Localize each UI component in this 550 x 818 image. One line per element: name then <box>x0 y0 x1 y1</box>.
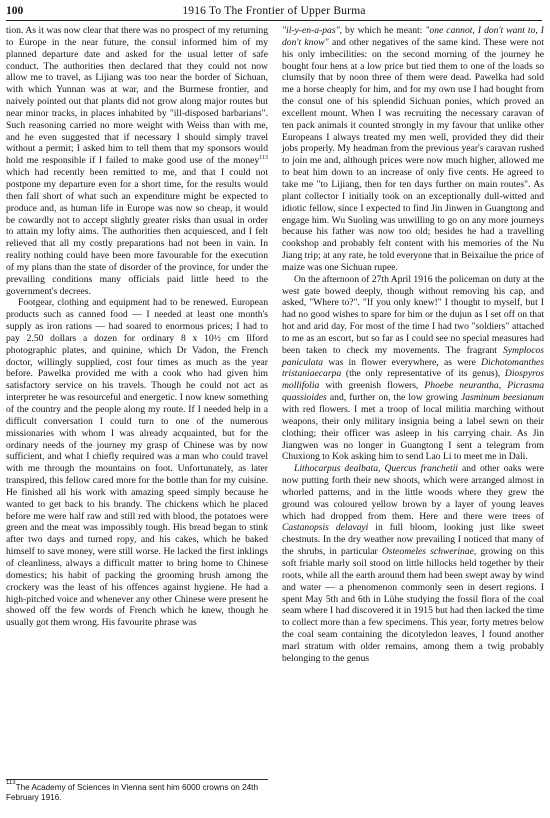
species-name: Lithocarpus dealbata, Quercus franchetii <box>294 463 458 475</box>
paragraph: Footgear, clothing and equipment had to be renewed. European products such as canned food — I needed at least one month's supply as iron rations — had soared to enormous prices; I had to pay 2.50 dollars a dozen for ordinary 8 x 10½ cm Ilford photographic plates, and quinine, which Dr Vadon, the French doctor, willingly supplied, cost four times as much as the year before. Pawelka provided me with a cook who had given him satisfactory service on his travels. Though he could not act as interpreter he was resourceful and energetic. I now knew something of the country and the people along my route. If I needed help in a difficult conversation I could turn to one of the numerous missionaries with whom I was already acquainted, but for the ordinary needs of the journey my grasp of Chinese was by now sufficient, and what I chiefly required was a man who could travel with me through the mountains on foot. Unfortunately, as later transpired, this fellow cared more for the bottle than for my cuisine. He finished all his work with amazing speed simply because he wanted to get back to his brandy. The chickens which he placed before me were half raw and still red with blood, the potatoes were green and the meat was impossibly tough. His bread began to stink after two days and turned ropy, and his cakes, which he baked himself to save money, were still worse. He lacked the first inklings of cleanliness, always a difficult matter to bring home to Chinese domestics; his habit of packing the grooming brush among the crockery was the least of his offences against hygiene. He had a high-pitched voice and whenever any other Chinese were present he showed off the few words of French which he knew, though he usually got them wrong. His favourite phrase was <box>6 297 268 629</box>
paragraph: tion. As it was now clear that there was no prospect of my returning to Europe in the near future, the consul informed him of my planned departure date and asked for the usual letter of safe conduct. The authorities then declared that they could not now allow me to travel, as Lijiang was too near the border of Sichuan, with which Yunnan was at war, and the Burmese frontier, and naively pointed out that plants did not grow along major routes but near minor tracks, in places inhabited by "ill-disposed barbarians". Such reasoning carried no more weight with Weiss than with me, and he even suggested that if necessary I should simply travel without a permit; I asked him to tell them that my sponsors would hold me responsible if I failed to make good use of the money$^{113}$ which had recently been remitted to me, and that I could not postpone my departure even for a short time, for the results would then fall short of what such an expenditure might be expected to produce and, as human life in Europe was now so cheap, it would be cowardly not to accept slightly greater risks than usual in order to attain my lofty aims. The authorities then acquiesced, and I felt relieved that all my costly preparations had not been in vain. In reality nothing could have been more favourable for the execution of my plans than the state of disorder of the province, for under the prevailing conditions many officials paid little heed to the government's decrees. <box>6 25 268 297</box>
paragraph: "il-y-en-a-pas", by which he meant: "one cannot, I don't want to, I don't know" and other negatives of the same kind. These were not his only imbecilities: on the second morning of the journey he bought four hens at a low price but tied them to one of the loads so clumsily that by noon three of them were dead. Pawelka had sold me a horse cheaply for him, and for my own use I had bought from the consul one of his splendid Sichuan ponies, which proved an excellent mount. When I was recruiting the necessary caravan of ten pack animals it counted strongly in my favour that unlike other Europeans I always treated my men well, provided they did their jobs properly. My headman from the previous year's caravan rushed to join me and, although prices were now much higher, allowed me to beat him down to an increase of only five cents. He agreed to take me "to Lijiang, then for ten days further on main routes". As plant collector I initially took on an exceptionally dull-witted and idiotic fellow, since I expected to find Jin Jinwen in Guangtong and engage him. Wu Suoling was unwilling to go on any more journeys because his father was now too old; besides he had a travelling cookshop and probably felt content with his memories of the Nu Jiang trip; at any rate, he told everyone that in Beixailue the price of maize was one Sichuan rupee. <box>282 25 544 273</box>
running-title: 1916 To The Frontier of Upper Burma <box>182 5 366 17</box>
footnote-marker: 113 <box>6 780 16 786</box>
species-name: Diospyros mollifolia <box>282 368 544 392</box>
footnote-reference: 113 <box>259 155 268 162</box>
paragraph: Lithocarpus dealbata, Quercus franchetii and other oaks were now putting forth their new shoots, which were arranged almost in whorled patterns, and in the little woods where they grew the ground was coloured yellow brown by a layer of young leaves which had dropped from them. Here and there were trees of Castanopsis delavayi in full bloom, looking just like sweet chestnuts. In the dry weather now prevailing I noticed that many of the shrubs, in particular Osteomeles schwerinae, growing on this soft friable marly soil stood on little hillocks held together by their roots, while all the earth around them had been swept away by wind and water — a phenomenon commonly seen in desert regions. I spent May 5th and 6th in Lühe studying the fossil flora of the coal seam where I had discovered it in 1915 but had then lacked the time to collect more than a few specimens. This year, forty metres below the coal seam containing the dicotyledon leaves, I found another marl stratum with older remains, among them a twig probably belonging to the genus <box>282 463 545 664</box>
left-column <box>6 25 268 629</box>
species-name: Jasminum beesianum <box>460 392 544 404</box>
page-header <box>6 4 542 21</box>
species-name: Castanopsis delavayi <box>282 522 369 534</box>
paragraph: On the afternoon of 27th April 1916 the policeman on duty at the west gate bowed deeply, though without removing his cap, and asked, "Where to?". "If you only knew!" I thought to myself, but I had no good wishes to spare for him or the dujun as I set off on that hot and arid day. For most of the time I had two "soldiers" attached to me as an escort, but so far as I could see no special measures had been taken to check my movements. The fragrant Symplocos paniculata was in flower everywhere, as were Dichotomanthes tristaniaecarpa (the only representative of its genus), Diospyros mollifolia with greenish flowers, Phoebe neurantha, Picrasma quassioides and, further on, the low growing Jasminum beesianum with red flowers. I met a troop of local militia marching without weapons, their only military insignia being a label sewn on their clothing; their officer was asleep in his carrying chair. As Jin Jiangwen was no longer in Guangtong I sent a telegram from Chuxiong to Kok asking him to send Lao Li to meet me in Dali. <box>282 273 544 463</box>
species-name: Symplocos paniculata <box>282 344 544 368</box>
species-name: Dichotomanthes tristaniaecarpa <box>282 356 544 380</box>
species-name: Phoebe neurantha, Picrasma quassioides <box>282 380 544 404</box>
page-number: 100 <box>6 5 24 17</box>
footnote <box>6 779 268 803</box>
footnote-text: The Academy of Sciences in Vienna sent him 6000 crowns on 24th February 1916. <box>6 783 259 802</box>
right-column <box>282 25 544 665</box>
species-name: Osteomeles schwerinae <box>381 546 474 558</box>
